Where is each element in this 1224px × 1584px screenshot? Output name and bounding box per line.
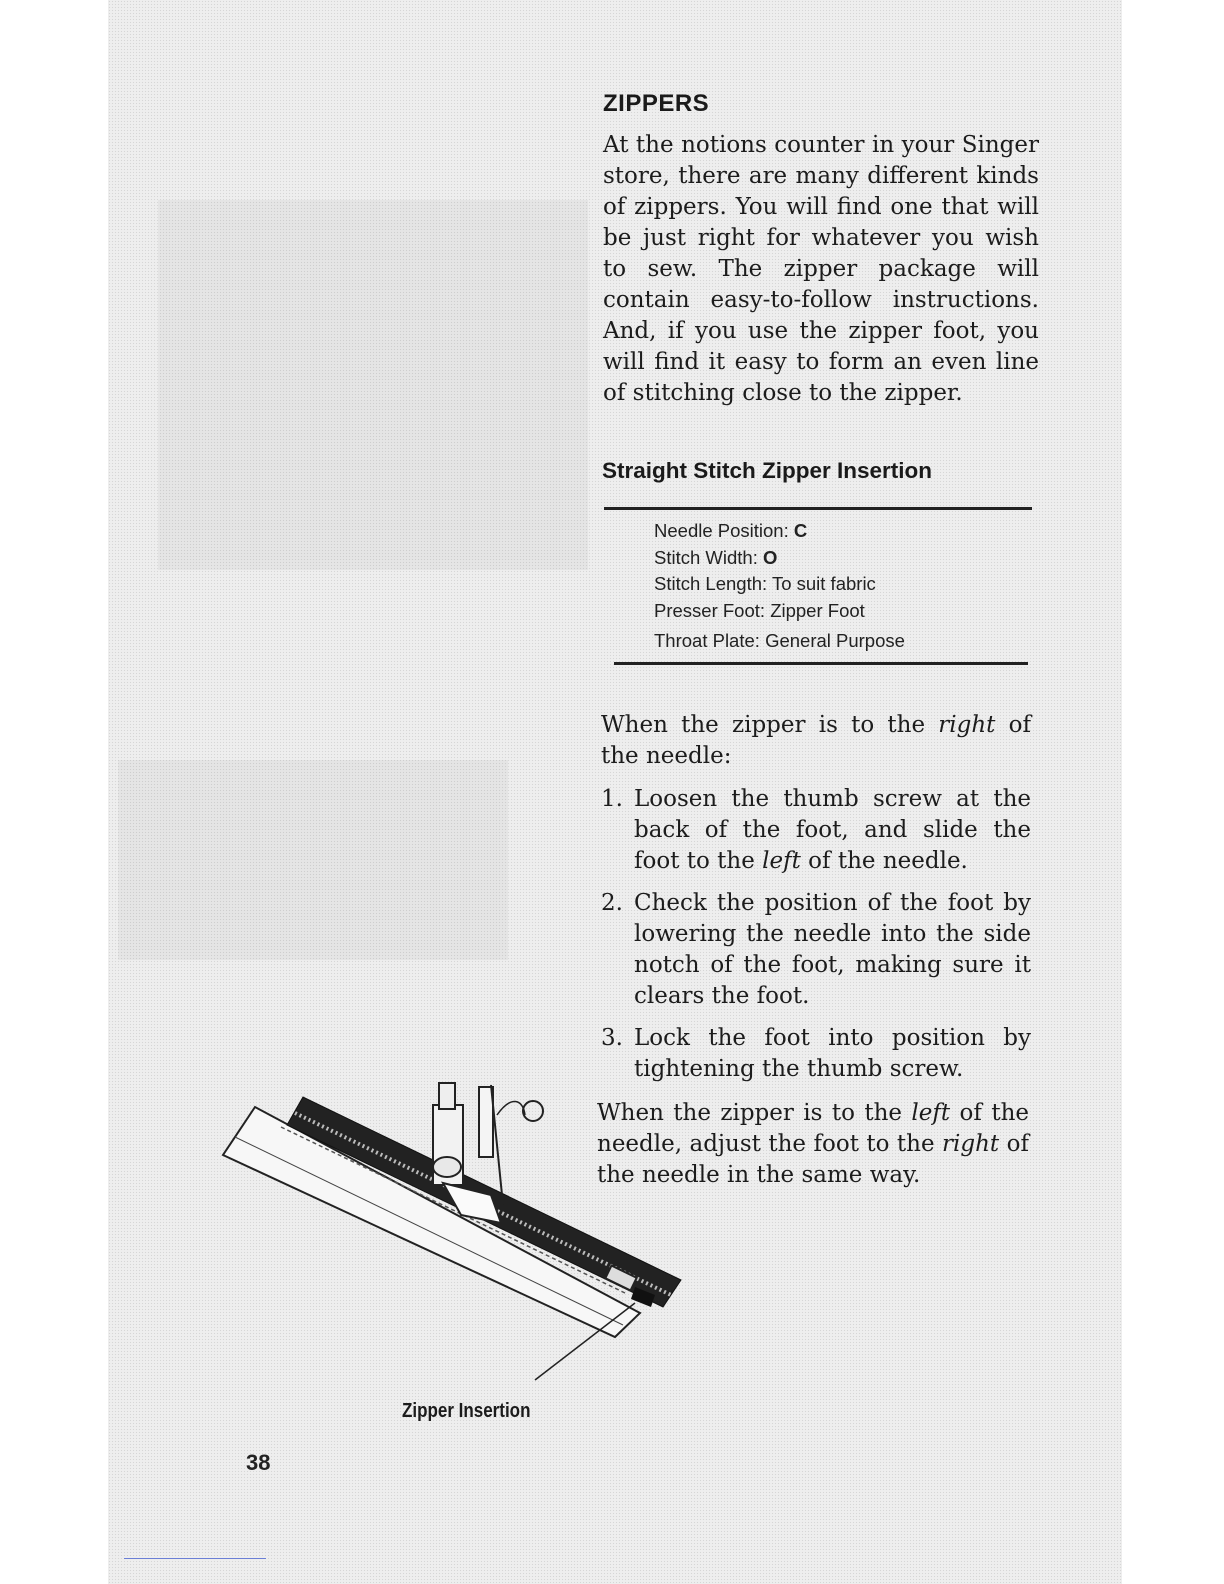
step-text: Check the position of the foot by lowering the needle into the side notch of the foot, making sure it clears the foot. xyxy=(634,890,1031,1009)
step-text-end: of the needle. xyxy=(800,848,968,874)
steps-list xyxy=(601,784,1031,1096)
setting-label: Presser Foot: xyxy=(654,599,766,621)
needle-bar xyxy=(479,1087,493,1157)
step-text: Lock the foot into position by tightening the thumb screw. xyxy=(634,1025,1031,1082)
closing-emphasis: left xyxy=(911,1100,951,1126)
setting-row-stitch-width xyxy=(654,545,1014,572)
step-number: 2. xyxy=(601,890,623,916)
setting-value: General Purpose xyxy=(765,630,905,651)
thread-guide-icon xyxy=(523,1101,543,1121)
closing-emphasis: right xyxy=(942,1131,1000,1157)
show-through-block xyxy=(118,760,508,960)
settings-table xyxy=(654,518,1014,655)
step-number: 1. xyxy=(601,786,623,812)
setting-row-throat-plate xyxy=(654,628,1014,655)
scan-edge-line xyxy=(124,1558,266,1559)
closing-text: When the zipper is to the xyxy=(597,1100,912,1126)
settings-bottom-rule xyxy=(614,662,1028,665)
setting-label: Needle Position: xyxy=(654,520,789,541)
list-item xyxy=(601,784,1031,877)
figure-caption: Zipper Insertion xyxy=(402,1400,531,1422)
lead-text: When the zipper is to the xyxy=(601,712,939,738)
lead-paragraph xyxy=(601,710,1031,772)
intro-paragraph: At the notions counter in your Singer store, there are many different kinds of zippers. You will find one that will be just right for whatever you wish to sew. The zipper package will contain easy-to-follow instructions. And, if you use the zipper foot, you will find it easy to form an even line of stitching close to the zipper. xyxy=(603,132,1039,406)
list-item xyxy=(601,888,1031,1012)
setting-value: To suit fabric xyxy=(771,573,876,594)
section-heading: ZIPPERS xyxy=(603,90,710,117)
setting-label: Stitch Length: xyxy=(654,573,768,594)
setting-row-stitch-length xyxy=(654,571,1014,598)
setting-row-presser-foot xyxy=(654,598,1014,625)
setting-label: Throat Plate: xyxy=(654,630,760,651)
lead-emphasis: right xyxy=(938,712,996,738)
lead-text-end: of the needle: xyxy=(601,712,1031,769)
setting-value: O xyxy=(762,546,778,568)
thread xyxy=(497,1101,525,1115)
page-number: 38 xyxy=(246,1450,271,1475)
closing-text: of the needle in the same way. xyxy=(597,1131,1029,1188)
thumb-screw-icon xyxy=(433,1157,461,1177)
setting-row-needle-position xyxy=(654,518,1014,545)
subheading: Straight Stitch Zipper Insertion xyxy=(602,458,933,483)
setting-value: Zipper Foot xyxy=(770,599,865,621)
setting-label: Stitch Width: xyxy=(654,546,758,568)
show-through-block xyxy=(158,200,588,570)
step-emphasis: left xyxy=(762,848,801,874)
presser-bar xyxy=(439,1083,455,1109)
step-number: 3. xyxy=(601,1025,623,1051)
step-text: Loosen the thumb screw at the back of the foot, and slide the foot to the xyxy=(634,786,1031,874)
closing-text: of the needle, adjust the foot to the xyxy=(597,1100,1029,1157)
settings-top-rule xyxy=(604,507,1032,510)
zipper-insertion-illustration xyxy=(215,1075,695,1395)
setting-value: C xyxy=(793,520,808,541)
